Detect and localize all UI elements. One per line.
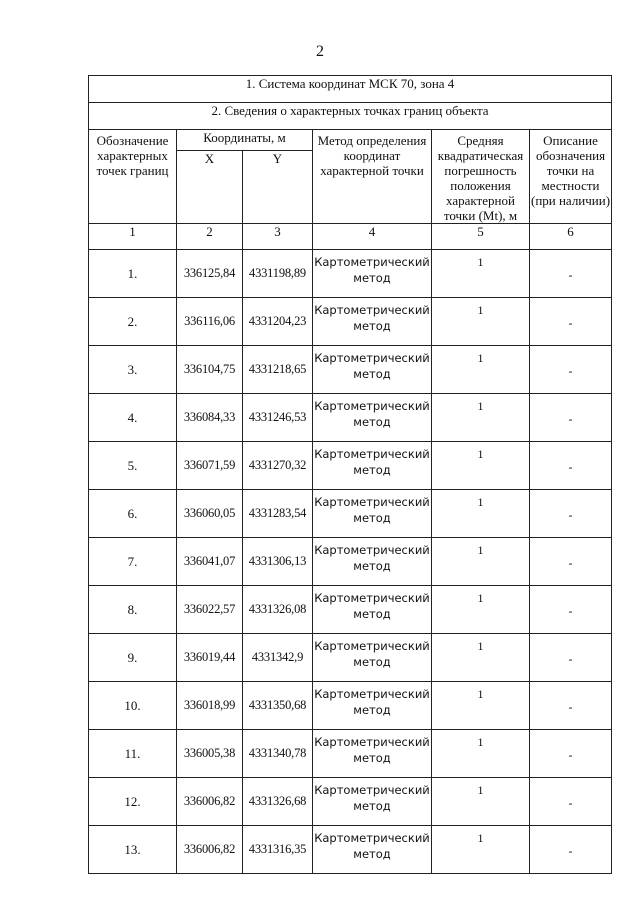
point-number: 4.: [89, 394, 177, 442]
coordinate-x: 336022,57: [177, 586, 243, 634]
column-number: 4: [313, 224, 432, 250]
table-row: [89, 394, 612, 442]
description-cell: -: [530, 442, 612, 490]
method-cell: Картометрический метод: [313, 490, 432, 538]
accuracy-cell: 1: [432, 346, 530, 394]
coordinate-y: 4331326,68: [243, 778, 313, 826]
point-number: 5.: [89, 442, 177, 490]
coordinate-x: 336005,38: [177, 730, 243, 778]
point-number: 7.: [89, 538, 177, 586]
description-cell: -: [530, 634, 612, 682]
column-number: 3: [243, 224, 313, 250]
section-title: 2. Сведения о характерных точках границ объекта: [89, 103, 612, 130]
coordinate-y: 4331340,78: [243, 730, 313, 778]
coordinate-x: 336071,59: [177, 442, 243, 490]
coordinate-system-title: 1. Система координат МСК 70, зона 4: [89, 76, 612, 103]
point-number: 2.: [89, 298, 177, 346]
table-row: [89, 586, 612, 634]
description-cell: -: [530, 586, 612, 634]
accuracy-cell: 1: [432, 586, 530, 634]
table-row: [89, 538, 612, 586]
coordinate-x: 336018,99: [177, 682, 243, 730]
accuracy-cell: 1: [432, 490, 530, 538]
method-cell: Картометрический метод: [313, 442, 432, 490]
description-cell: -: [530, 346, 612, 394]
accuracy-cell: 1: [432, 634, 530, 682]
method-cell: Картометрический метод: [313, 682, 432, 730]
coordinate-x: 336006,82: [177, 826, 243, 874]
method-cell: Картометрический метод: [313, 586, 432, 634]
method-cell: Картометрический метод: [313, 538, 432, 586]
table-row: [89, 250, 612, 298]
column-number: 5: [432, 224, 530, 250]
description-cell: -: [530, 490, 612, 538]
description-cell: -: [530, 538, 612, 586]
point-number: 3.: [89, 346, 177, 394]
header-designation: Обозначение характерных точек границ: [89, 130, 177, 224]
boundary-points-table: [88, 75, 612, 874]
accuracy-cell: 1: [432, 298, 530, 346]
table-row: [89, 490, 612, 538]
accuracy-cell: 1: [432, 394, 530, 442]
table-row: [89, 826, 612, 874]
point-number: 13.: [89, 826, 177, 874]
accuracy-cell: 1: [432, 250, 530, 298]
header-method: Метод определения координат характерной точки: [313, 130, 432, 224]
column-number: 1: [89, 224, 177, 250]
accuracy-cell: 1: [432, 538, 530, 586]
method-cell: Картометрический метод: [313, 250, 432, 298]
header-coordinates: Координаты, м: [177, 130, 313, 151]
accuracy-cell: 1: [432, 442, 530, 490]
column-number: 2: [177, 224, 243, 250]
description-cell: -: [530, 298, 612, 346]
point-number: 11.: [89, 730, 177, 778]
accuracy-cell: 1: [432, 730, 530, 778]
point-number: 8.: [89, 586, 177, 634]
table-row: [89, 634, 612, 682]
column-number: 6: [530, 224, 612, 250]
table-row: [89, 442, 612, 490]
description-cell: -: [530, 682, 612, 730]
table-row: [89, 298, 612, 346]
header-description: Описание обозначения точки на местности (при наличии): [530, 130, 612, 224]
table-row: [89, 682, 612, 730]
header-x: X: [177, 151, 243, 224]
table-row: [89, 778, 612, 826]
method-cell: Картометрический метод: [313, 826, 432, 874]
method-cell: Картометрический метод: [313, 634, 432, 682]
header-y: Y: [243, 151, 313, 224]
accuracy-cell: 1: [432, 826, 530, 874]
coordinate-x: 336104,75: [177, 346, 243, 394]
description-cell: -: [530, 394, 612, 442]
accuracy-cell: 1: [432, 682, 530, 730]
point-number: 10.: [89, 682, 177, 730]
method-cell: Картометрический метод: [313, 298, 432, 346]
coordinate-y: 4331306,13: [243, 538, 313, 586]
accuracy-cell: 1: [432, 778, 530, 826]
coordinate-x: 336006,82: [177, 778, 243, 826]
description-cell: -: [530, 730, 612, 778]
page-number: 2: [316, 43, 324, 60]
description-cell: -: [530, 778, 612, 826]
coordinate-x: 336116,06: [177, 298, 243, 346]
point-number: 1.: [89, 250, 177, 298]
coordinate-y: 4331316,35: [243, 826, 313, 874]
coordinate-y: 4331350,68: [243, 682, 313, 730]
point-number: 6.: [89, 490, 177, 538]
description-cell: -: [530, 250, 612, 298]
table-row: [89, 346, 612, 394]
coordinate-x: 336019,44: [177, 634, 243, 682]
point-number: 9.: [89, 634, 177, 682]
description-cell: -: [530, 826, 612, 874]
method-cell: Картометрический метод: [313, 778, 432, 826]
coordinate-y: 4331283,54: [243, 490, 313, 538]
coordinate-y: 4331326,08: [243, 586, 313, 634]
coordinate-y: 4331342,9: [243, 634, 313, 682]
coordinate-y: 4331198,89: [243, 250, 313, 298]
coordinate-y: 4331270,32: [243, 442, 313, 490]
coordinate-x: 336125,84: [177, 250, 243, 298]
coordinate-x: 336041,07: [177, 538, 243, 586]
coordinate-y: 4331204,23: [243, 298, 313, 346]
coordinate-y: 4331246,53: [243, 394, 313, 442]
coordinate-y: 4331218,65: [243, 346, 313, 394]
column-numbers-row: [89, 224, 612, 250]
method-cell: Картометрический метод: [313, 730, 432, 778]
coordinate-x: 336084,33: [177, 394, 243, 442]
header-accuracy: Средняя квадратическая погрешность положения характерной точки (Mt), м: [432, 130, 530, 224]
coordinate-x: 336060,05: [177, 490, 243, 538]
method-cell: Картометрический метод: [313, 346, 432, 394]
point-number: 12.: [89, 778, 177, 826]
table-row: [89, 730, 612, 778]
method-cell: Картометрический метод: [313, 394, 432, 442]
